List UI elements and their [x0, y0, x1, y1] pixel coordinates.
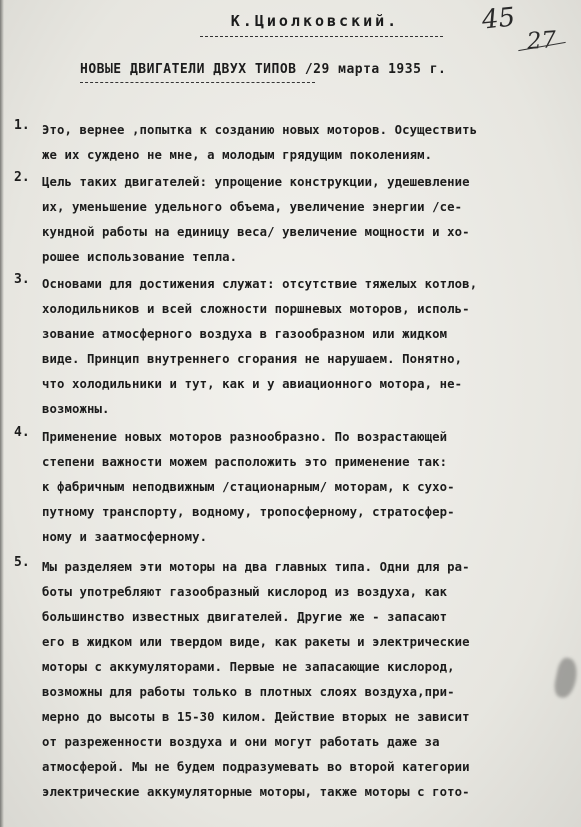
- text-line: рошее использование тепла.: [42, 250, 238, 264]
- document-title: НОВЫЕ ДВИГАТЕЛИ ДВУХ ТИПОВ /29 марта 1935 г.: [80, 62, 447, 77]
- text-line: мерно до высоты в 15-30 килом. Действие вторых не зависит: [42, 710, 470, 724]
- title-underline: [80, 82, 315, 83]
- paragraph-number: 2.: [14, 170, 30, 185]
- text-line: возможны.: [42, 402, 110, 416]
- text-line: Применение новых моторов разнообразно. По возрастающей: [42, 430, 448, 444]
- text-line: Цель таких двигателей: упрощение конструкции, удешевление: [42, 175, 470, 189]
- text-line: возможны для работы только в плотных слоях воздуха,при-: [42, 685, 455, 699]
- text-line: их, уменьшение удельного объема, увеличение энергии /се-: [42, 200, 463, 214]
- text-line: Мы разделяем эти моторы на два главных типа. Одни для ра-: [42, 560, 470, 574]
- paragraph-number: 4.: [14, 425, 30, 440]
- text-line: степени важности можем расположить это применение так:: [42, 455, 448, 469]
- text-line: виде. Принцип внутреннего сгорания не нарушаем. Понятно,: [42, 352, 463, 366]
- text-line: боты употребляют газообразный кислород из воздуха, как: [42, 585, 448, 599]
- page-shadow-edge: [0, 0, 4, 827]
- author-name: К.Циолковский.: [230, 12, 400, 30]
- text-line: же их суждено не мне, а молодым грядущим поколениям.: [42, 148, 433, 162]
- text-line: к фабричным неподвижным /стационарным/ моторам, к сухо-: [42, 480, 455, 494]
- paragraph-number: 3.: [14, 272, 30, 287]
- archive-mark: 45: [480, 2, 517, 36]
- text-line: атмосферой. Мы не будем подразумевать во второй категории: [42, 760, 470, 774]
- text-line: ному и заатмосферному.: [42, 530, 208, 544]
- ink-stain: [552, 656, 580, 699]
- author-underline: [200, 36, 443, 37]
- paragraph-number: 1.: [14, 118, 30, 133]
- folio-number: 27: [526, 27, 558, 55]
- paragraph-number: 5.: [14, 555, 30, 570]
- text-line: большинство известных двигателей. Другие же - запасают: [42, 610, 448, 624]
- text-line: что холодильники и тут, как и у авиационного мотора, не-: [42, 377, 463, 391]
- text-line: Основами для достижения служат: отсутствие тяжелых котлов,: [42, 277, 478, 291]
- text-line: путному транспорту, водному, тропосферному, стратосфер-: [42, 505, 455, 519]
- text-line: холодильников и всей сложности поршневых моторов, исполь-: [42, 302, 470, 316]
- text-line: моторы с аккумуляторами. Первые не запасающие кислород,: [42, 660, 455, 674]
- text-line: его в жидком или твердом виде, как ракеты и электрические: [42, 635, 470, 649]
- text-line: от разреженности воздуха и они могут работать даже за: [42, 735, 440, 749]
- text-line: кундной работы на единицу веса/ увеличение мощности и хо-: [42, 225, 470, 239]
- text-line: зование атмосферного воздуха в газообразном или жидком: [42, 327, 448, 341]
- text-line: Это, вернее ,попытка к созданию новых моторов. Осуществить: [42, 123, 478, 137]
- text-line: электрические аккумуляторные моторы, также моторы с гото-: [42, 785, 470, 799]
